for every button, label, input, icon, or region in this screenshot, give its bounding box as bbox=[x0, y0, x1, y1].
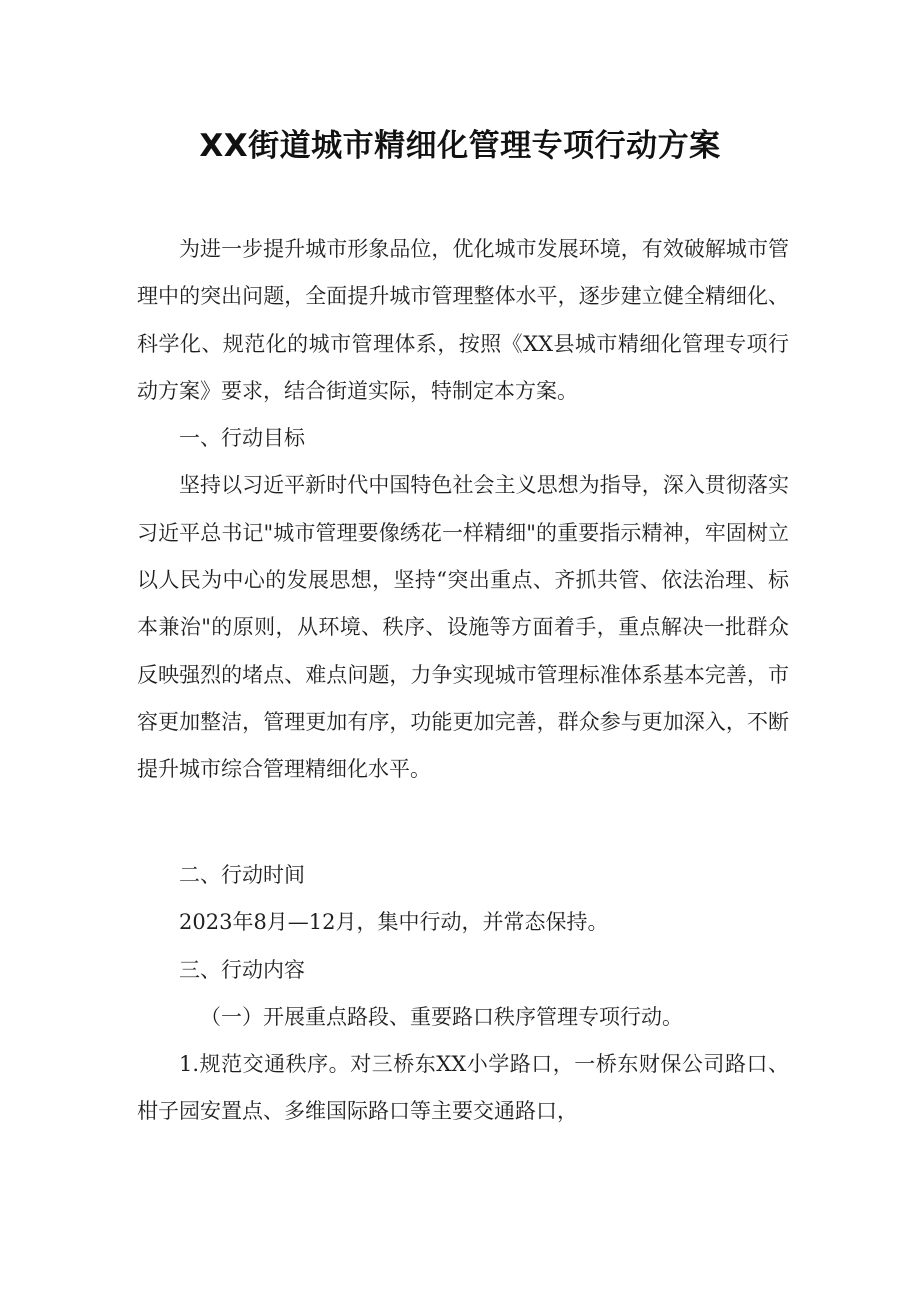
subsection-heading-traffic: （一）开展重点路段、重要路口秩序管理专项行动。 bbox=[200, 1004, 683, 1029]
section-heading-goals: 一、行动目标 bbox=[179, 426, 305, 451]
document-body-continued bbox=[137, 852, 789, 1136]
section-heading-time: 二、行动时间 bbox=[179, 863, 305, 887]
item-paragraph-traffic: 1.规范交通秩序。对三桥东XX小学路口，一桥东财保公司路口、柑子园安置点、多维国际路口等主要交通路口， bbox=[137, 1052, 789, 1124]
document-title: XX街道城市精细化管理专项行动方案 bbox=[199, 128, 721, 164]
goals-paragraph: 坚持以习近平新时代中国特色社会主义思想为指导，深入贯彻落实习近平总书记"城市管理要像绣花一样精细"的重要指示精神，牢固树立以人民为中心的发展思想，坚持“突出重点、齐抓共管、依法治理、标本兼治"的原则，从环境、秩序、设施等方面着手，重点解决一批群众反映强烈的堵点、难点问题，力争实现城市管理标准体系基本完善，市容更加整洁，管理更加有序，功能更加完善，群众参与更加深入，不断提升城市综合管理精细化水平。 bbox=[137, 473, 789, 782]
document-body bbox=[137, 226, 789, 794]
intro-paragraph: 为进一步提升城市形象品位，优化城市发展环境，有效破解城市管理中的突出问题，全面提升城市管理整体水平，逐步建立健全精细化、科学化、规范化的城市管理体系，按照《XX县城市精细化管理专项行动方案》要求，结合街道实际，特制定本方案。 bbox=[137, 237, 789, 403]
section-heading-content: 三、行动内容 bbox=[179, 957, 305, 982]
time-paragraph: 2023年8月—12月，集中行动，并常态保持。 bbox=[179, 910, 609, 935]
